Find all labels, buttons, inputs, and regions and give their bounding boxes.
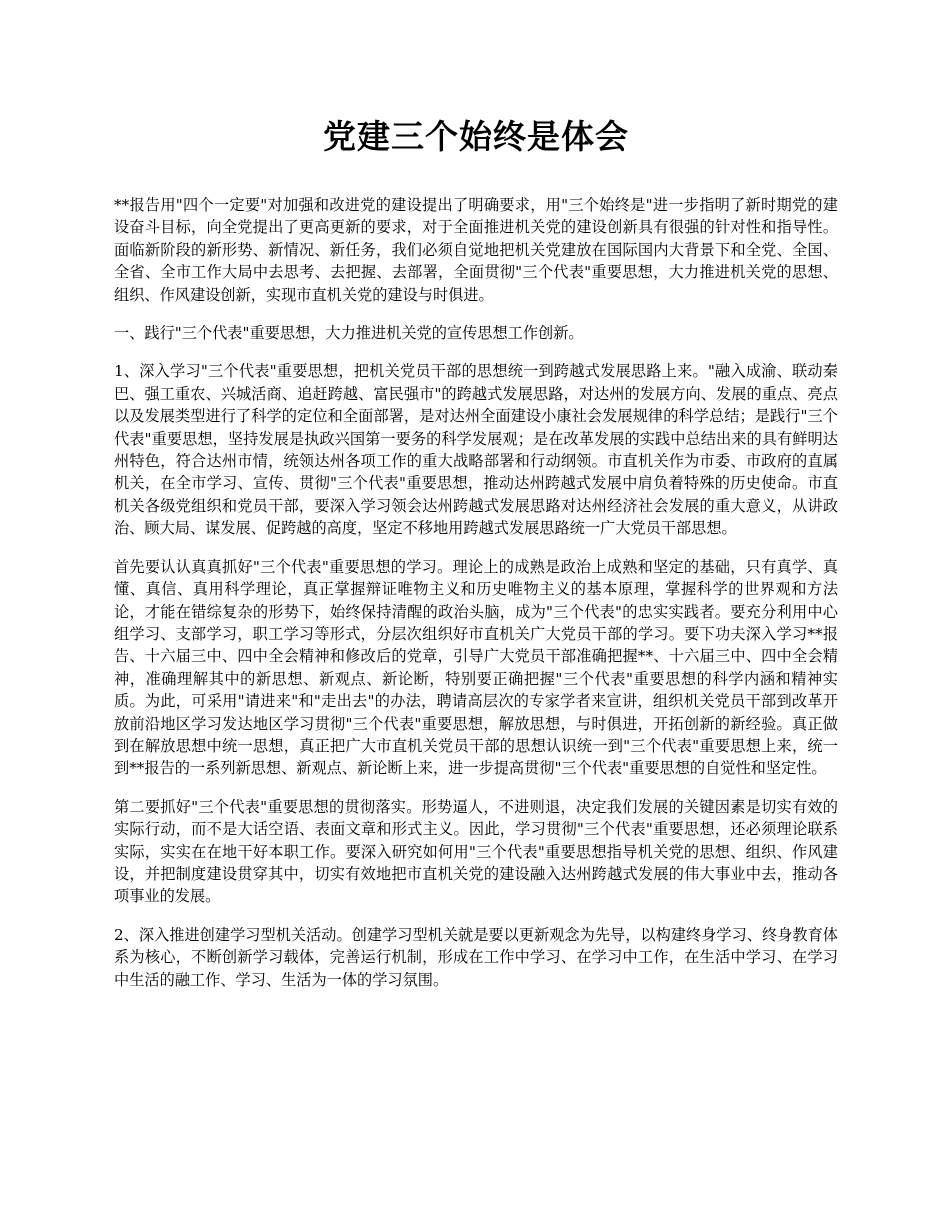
document-page [114, 110, 838, 1007]
paragraph-intro: **报告用"四个一定要"对加强和改进党的建设提出了明确要求，用"三个始终是"进一步指明了新时期党的建设奋斗目标，向全党提出了更高更新的要求，对于全面推进机关党的建设创新具有很强的针对性和指导性。面临新阶段的新形势、新情况、新任务，我们必须自觉地把机关党建放在国际国内大背景下和全党、全国、全省、全市工作大局中去思考、去把握、去部署，全面贯彻"三个代表"重要思想，大力推进机关党的思想、组织、作风建设创新，实现市直机关党的建设与时俱进。 [114, 196, 838, 304]
paragraph-item-2: 2、深入推进创建学习型机关活动。创建学习型机关就是要以更新观念为先导，以构建终身学习、终身教育体系为核心，不断创新学习载体，完善运行机制，形成在工作中学习、在学习中工作，在生活中学习、在学习中生活的融工作、学习、生活为一体的学习氛围。 [114, 925, 838, 989]
paragraph-section-heading-1: 一、践行"三个代表"重要思想，大力推进机关党的宣传思想工作创新。 [114, 324, 584, 343]
paragraph-item-1: 1、深入学习"三个代表"重要思想，把机关党员干部的思想统一到跨越式发展思路上来。"融入成渝、联动秦巴、强工重农、兴城活商、追赶跨越、富民强市"的跨越式发展思路，对达州的发展方向、发展的重点、亮点以及发展类型进行了科学的定位和全面部署，是对达州全面建设小康社会发展规律的科学总结；是践行"三个代表"重要思想，坚持发展是执政兴国第一要务的科学发展观；是在改革发展的实践中总结出来的具有鲜明达州特色，符合达州市情，统领达州各项工作的重大战略部署和行动纲领。市直机关作为市委、市政府的直属机关，在全市学习、宣传、贯彻"三个代表"重要思想，推动达州跨越式发展中肩负着特殊的历史使命。市直机关各级党组织和党员干部，要深入学习领会达州跨越式发展思路对达州经济社会发展的重大意义，从讲政治、顾大局、谋发展、促跨越的高度，坚定不移地用跨越式发展思路统一广大党员干部思想。 [114, 362, 838, 538]
paragraph-first-requirement: 首先要认认真真抓好"三个代表"重要思想的学习。理论上的成熟是政治上成熟和坚定的基础，只有真学、真懂、真信、真用科学理论，真正掌握辩证唯物主义和历史唯物主义的基本原理，掌握科学的世界观和方法论，才能在错综复杂的形势下，始终保持清醒的政治头脑，成为"三个代表"的忠实实践者。要充分利用中心组学习、支部学习，职工学习等形式，分层次组织好市直机关广大党员干部的学习。要下功夫深入学习**报告、十六届三中、四中全会精神和修改后的党章，引导广大党员干部准确把握**、十六届三中、四中全会精神，准确理解其中的新思想、新观点、新论断，特别要正确把握"三个代表"重要思想的科学内涵和精神实质。为此，可采用"请进来"和"走出去"的办法，聘请高层次的专家学者来宣讲，组织机关党员干部到改革开放前沿地区学习发达地区学习贯彻"三个代表"重要思想，解放思想，与时俱进，开拓创新的新经验。真正做到在解放思想中统一思想，真正把广大市直机关党员干部的思想认识统一到"三个代表"重要思想上来，统一到**报告的一系列新思想、新观点、新论断上来，进一步提高贯彻"三个代表"重要思想的自觉性和坚定性。 [114, 557, 838, 778]
paragraph-second-requirement: 第二要抓好"三个代表"重要思想的贯彻落实。形势逼人，不进则退，决定我们发展的关键因素是切实有效的实际行动，而不是大话空语、表面文章和形式主义。因此，学习贯彻"三个代表"重要思想，还必须理论联系实际，实实在在地干好本职工作。要深入研究如何用"三个代表"重要思想指导机关党的思想、组织、作风建设，并把制度建设贯穿其中，切实有效地把市直机关党的建设融入达州跨越式发展的伟大事业中去，推动各项事业的发展。 [114, 797, 838, 906]
document-title: 党建三个始终是体会 [323, 117, 629, 156]
